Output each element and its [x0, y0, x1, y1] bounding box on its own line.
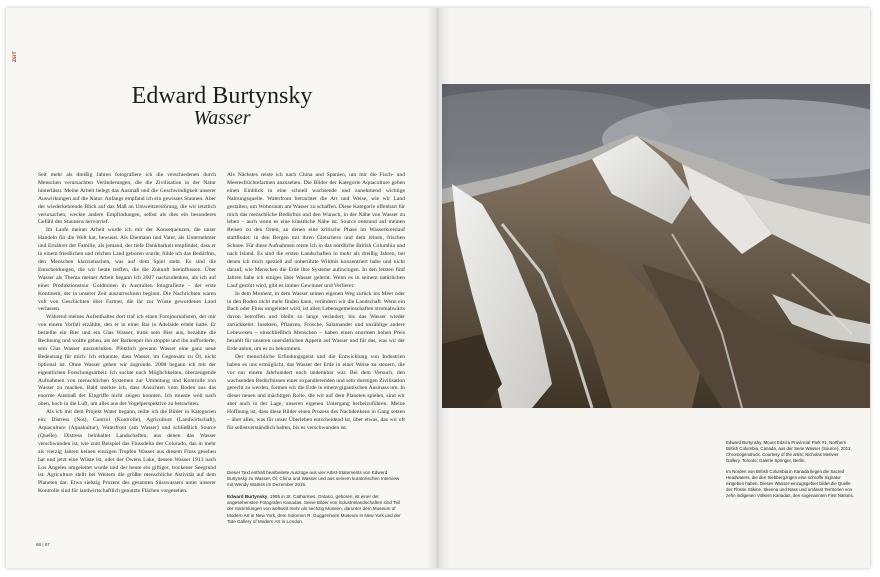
paragraph: Als Nächstes reiste ich nach China und Spanien, um mir die Fisch- und Meeresfrüchtefarmen anzusehen. Die Bilder der Kategorie Aquaculture geben einen Einblick in eine schnell wachsende und zunehmend wichtige Nahrungsquelle. Waterfront betrachtet die Art und Weise, wie wir Land gestalten, um Wohnraum am Wasser zu schaffen. Diese Kategorie offenbart für mich das menschliche Bedürfnis und den Wunsch, in der Nähe von Wasser zu leben – auch wenn es eine künstliche Nähe ist. Source entstand auf meinen Reisen zu den Orten, an denen eine kritische Phase im Wasserkreislauf stattfindet: in den Bergen mit ihren Gletschern und dem reinen, frischen Schnee. Für diese Aufnahmen reiste ich in das nördliche British Columbia und nach Island. Es sind die ersten Landschaften in mehr als dreißig Jahren, bei denen ich mich speziell auf unberührte Wildnis konzentriert habe und nicht darauf, wie Menschen die Erde ihre Systeme aufzwingen. In den letzten fünf Jahren habe ich einiges über Wasser gelernt. Wenn es in seinem natürlichen Lauf gestört wird, gibt es immer Gewinner und Verlierer.	[227, 172, 405, 289]
paragraph: Im Laufe meiner Arbeit wurde ich mir der Konsequenzen, die unser Handeln für die Welt hat, bewusst. Als Ehemann und Vater, als Unternehmer und Ernährer der Familie, als jemand, der tiefe Dankbarkeit empfindet, dass er in einem friedlichen und reichen Land geboren wurde, fühle ich das Bedürfnis, den Menschen klarzumachen, was auf dem Spiel steht. Es sind die Entscheidungen, die wir heute treffen, die die Zukunft beeinflussen. Über Wasser als Thema meiner Arbeit begann ich 2007 nachzudenken, als ich auf einer Produktionstour Goldminen in Australien fotografierte – der erste Kontinent, der in unserer Zeit auszutrocknen beginnt. Die Nachrichten waren voll von Geschichten über Farmer, die ihr zur Wüste gewordenes Land verlassen.	[38, 227, 216, 313]
mountain-photo	[442, 84, 870, 408]
bio-name: Edward Burtynsky	[227, 494, 268, 499]
paragraph: Während meines Aufenthaltes dort traf ich einen Fotojournalisten, der mir von einem Vorfall erzählte, den er in einer Bar in Adelaide erlebt hatte. Er bestellte ein Bier und ein Glas Wasser, trank sein Bier aus, bezahlte die Rechnung und wollte gehen, als der Barkeeper ihn stoppte und ihn aufforderte, sein Glas Wasser auszutrinken. Plötzlich gewann Wasser eine ganz neue Bedeutung für mich. Ich erkannte, dass Wasser, im Gegensatz zu Öl, nicht optional ist. Ohne Wasser gehen wir zugrunde. 2008 begann ich mit der eigentlichen Forschungsarbeit. Ich suchte nach Möglichkeiten, überzeugende Aufnahmen von menschlichen Systemen zur Umleitung und Kontrolle von Wasser zu machen. Bald merkte ich, dass Ansichten vom Boden aus das enorme Ausmaß der Eingriffe nicht zeigen konnten. Ich musste weit nach oben, hoch in die Luft, um alles aus der Vogelperspektive zu betrachten.	[38, 314, 216, 408]
page-gutter	[426, 8, 450, 568]
article-subtitle: Wasser	[193, 107, 251, 129]
mountain-landscape-image	[442, 84, 870, 408]
bio-text: , 1955 in St. Catharines, Ontario, geboren, ist einer der angesehensten Fotografen Kanadas. Seine Bilder von Industrielandschaften sind Teil der Sammlungen von weltweit mehr als sechzig Museen, darunter dem Museum of Modern Art in New York, dem Solomon R. Guggenheim Museum in New York und der Tate Gallery of Modern Art in London.	[227, 494, 401, 524]
caption-credit: Edward Burtynsky, Mount Edziza Provincial Park #1, Northern British Columbia, Canada, aus der Serie Wasser (Source), 2012, Chromogendruck. Courtesy of the artist; Nicholas Metivier Gallery, Toronto; Galerie Springer, Berlin.	[726, 440, 852, 463]
left-page	[6, 8, 438, 568]
magazine-spread	[6, 8, 870, 568]
right-page	[438, 8, 870, 568]
body-column-1	[38, 172, 216, 496]
paragraph: Seit mehr als dreißig Jahren fotografiere ich die verschiedenen durch Menschen verursachten Veränderungen, die die Zivilisation in der Natur hinterlässt. Meine Arbeit belegt das Ausmaß und die Geschwindigkeit unserer Auswirkungen auf die Natur. Anfangs empfand ich ein gewisses Staunen. Aber der wiederkehrende Blick auf das Maß an Umweltzerstörung, die wir letztlich verursachen, weckte andere Empfindungen, selbst als dies ein besonderes Gefühl des Staunens hervorrief.	[38, 172, 216, 226]
author-bio	[227, 494, 405, 525]
brand-mark: ZEIT	[12, 51, 17, 62]
caption-text: Im Norden von British Columbia in Kanada liegen die Sacred Headwaters, die den Siebbergzügen eine schroffe Signatur eingeben haben. Dieses Wasser-einzugsgebiet bildet die Quelle der Flüsse Stikine, Skeena und Nass und umfasst Territorien von zehn indigenen Völkern Kanadas, den sogenannten First Nations.	[726, 469, 854, 498]
paragraph: In dem Moment, in dem Wasser seinen eigenen Weg zurück ins Meer oder in den Boden nicht mehr finden kann, verändern wir die Landschaft. Wenn ein Bach oder Fluss umgeleitet wird, ist allen Lebensgemeinschaften stromabwärts davon betroffen und bleibt so lange verändert, bis das Wasser wieder zurückkehrt. Insekten, Pflanzen, Frösche, Salamander und unzählige andere Lebewesen – einschließlich Menschen – haben einen enormen hohen Preis bezahlt für unseren unersättlichen Appetit auf Wasser und für das, was wir der Erde antun, um es zu bekommen.	[227, 290, 405, 352]
article-title: Edward Burtynsky	[131, 83, 313, 109]
paragraph: Als ich mit dem Projekt Water begann, teilte ich die Bilder in Kategorien ein: Distress (Not), Control (Kontrolle), Agriculture (Landwirtschaft), Aquaculture (Aquakultur), Waterfront (am Wasser) und schließlich Source (Quelle). Distress beinhaltet Landschaften, aus denen das Wasser verschwunden ist, wie zum Beispiel das Flussdelta des Colorado, das in mehr als vierzig Jahren keinen einzigen Tropfen Wasser aus diesem Fluss gesehen hat und jetzt eine Wüste ist, oder der Owens Lake, dessen Wasser 1913 nach Los Angeles umgeleitet wurde und der heute ein giftiger, trockener Seegrund ist. Agriculture stellt bei Weitem die größte menschliche Aktivität auf dem Planeten dar. Etwa siebzig Prozent des gesamten Süsswassers unter unserer Kontrolle sind für landwirtschaftlich genutzte Flächen vorgesehen.	[38, 409, 216, 495]
source-note: Dieser Text enthält bearbeitete Auszüge aus vier Artist-Statements von Edward Burtynsky zu Wasser, Öl, China und Wasser und aus seinem kuratorischen Interview mit Wendy Watriss im Dezember 2015.	[227, 470, 400, 488]
body-column-2	[227, 172, 405, 433]
paragraph: Der menschliche Erfindungsgeist und die Entwicklung von Industrien haben es uns ermöglicht, das Wasser der Erde in einer Weise zu steuern, die vor nur einem Jahrhundert noch undenkbar war. Bei dem Versuch, den wachsenden Bedürfnissen einer expandierenden und sehr durstigen Zivilisation gerecht zu werden, formen wir die Erde in einem gigantischen Ausmass um. In dieser neuen und mächtigen Rolle, die wir auf dem Planeten spielen, sind wir aber auch in der Lage, unseren eigenen Untergang herbeizuführen. Meine Hoffnung ist, dass diese Bilder einen Prozess des Nachdenkens in Gang setzen – über alles, was für unser Überleben entscheidend ist, über etwas, das wir oft für selbstverständlich halten, bis es verschwunden ist.	[227, 353, 405, 431]
page-numbers: 66 | 67	[36, 542, 50, 547]
photo-caption	[726, 440, 854, 504]
